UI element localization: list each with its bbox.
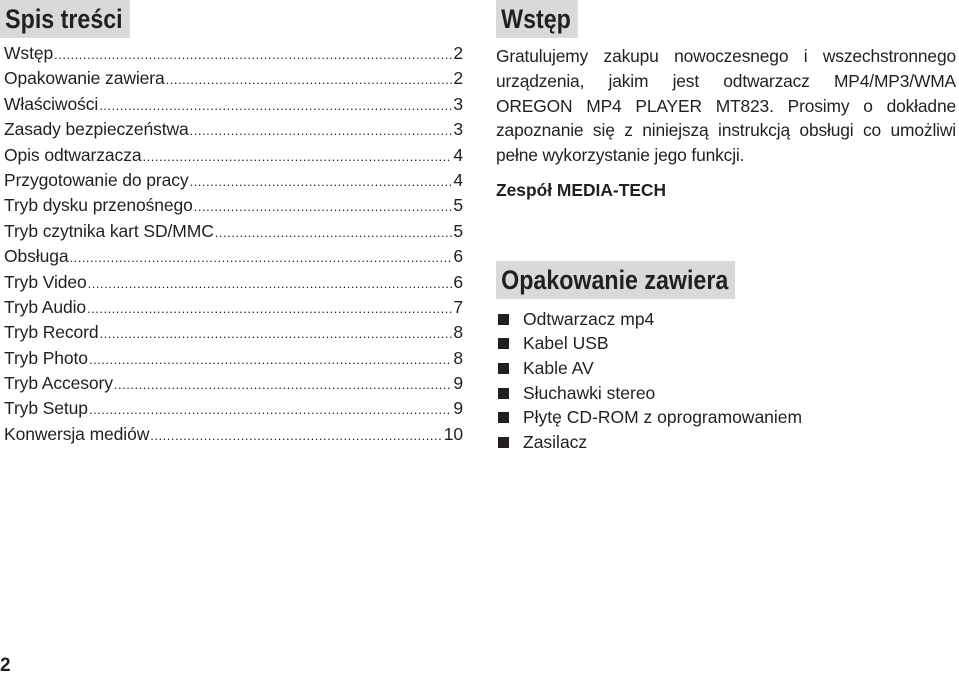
toc-entry-page: 3 — [453, 119, 463, 140]
toc-entry-page: 3 — [453, 93, 463, 114]
toc-leader-dots — [166, 72, 453, 87]
toc-leader-dots — [215, 225, 453, 240]
toc-leader-dots — [88, 276, 453, 291]
toc-entry[interactable] — [4, 424, 463, 449]
toc-entry[interactable] — [4, 348, 463, 373]
toc-entry[interactable] — [4, 119, 463, 144]
toc-entry-title: Tryb dysku przenośnego — [4, 195, 193, 216]
toc-entry[interactable] — [4, 272, 463, 297]
toc-leader-dots — [87, 301, 452, 316]
toc-entry-page: 9 — [453, 398, 463, 419]
toc-entry[interactable] — [4, 94, 463, 119]
package-contents-list — [498, 307, 802, 455]
toc-entry-page: 5 — [453, 220, 463, 241]
toc-entry-page: 8 — [453, 322, 463, 343]
square-bullet-icon — [498, 363, 509, 374]
toc-entry-title: Właściwości — [4, 93, 99, 114]
toc-leader-dots — [54, 47, 452, 62]
toc-leader-dots — [100, 326, 453, 341]
toc-leader-dots — [99, 98, 452, 113]
toc-entry[interactable] — [4, 373, 463, 398]
toc-entry-page: 9 — [453, 373, 463, 394]
toc-entry-title: Tryb Accesory — [4, 373, 113, 394]
list-item — [498, 356, 802, 381]
square-bullet-icon — [498, 412, 509, 423]
toc-entry[interactable] — [4, 43, 463, 68]
toc-entry-page: 2 — [453, 43, 463, 63]
toc-heading: Spis treści — [0, 0, 129, 38]
toc-entry-title: Tryb Record — [4, 322, 99, 343]
square-bullet-icon — [498, 388, 509, 399]
toc-entry-page: 4 — [453, 144, 463, 165]
square-bullet-icon — [498, 437, 509, 448]
list-item-label: Płytę CD-ROM z oprogramowaniem — [523, 407, 803, 428]
toc-entry[interactable] — [4, 195, 463, 220]
toc-entry-title: Wstęp — [4, 43, 54, 63]
toc-leader-dots — [114, 377, 452, 392]
list-item — [498, 332, 802, 357]
toc-entry[interactable] — [4, 170, 463, 195]
toc-entry-page: 5 — [453, 195, 463, 216]
toc-entry[interactable] — [4, 145, 463, 170]
toc-entry[interactable] — [4, 221, 463, 246]
square-bullet-icon — [498, 338, 509, 349]
toc-leader-dots — [69, 250, 452, 265]
toc-entry[interactable] — [4, 398, 463, 423]
list-item-label: Odtwarzacz mp4 — [523, 308, 655, 329]
list-item-label: Kabel USB — [523, 333, 609, 354]
intro-signature: Zespół MEDIA-TECH — [496, 180, 667, 200]
list-item — [498, 405, 802, 430]
intro-heading: Wstęp — [496, 0, 578, 38]
toc-entry-page: 6 — [453, 246, 463, 267]
toc-entry-page: 6 — [453, 271, 463, 292]
list-item — [498, 307, 802, 332]
toc-leader-dots — [190, 174, 453, 189]
toc-entry-page: 7 — [453, 296, 463, 317]
list-item — [498, 381, 802, 406]
toc-entry[interactable] — [4, 322, 463, 347]
toc-entry-title: Zasady bezpieczeństwa — [4, 119, 189, 140]
intro-paragraph: Gratulujemy zakupu nowoczesnego i wszechstronnego urządzenia, jakim jest odtwarzacz MP4/MP3/WMA OREGON MP4 PLAYER MT823. Prosimy o dokładne zapoznanie się z niniejszą instrukcją obsługi co umożliwi pełne wykorzystanie jego funkcji. — [496, 46, 956, 166]
toc-entry[interactable] — [4, 246, 463, 271]
list-item — [498, 430, 802, 455]
list-item-label: Słuchawki stereo — [523, 382, 656, 403]
toc-entry-title: Tryb Photo — [4, 347, 88, 368]
toc-entry-title: Opis odtwarzacza — [4, 144, 142, 165]
toc-entry[interactable] — [4, 68, 463, 93]
toc-entry-title: Opakowanie zawiera — [4, 68, 165, 89]
toc-entry-page: 4 — [453, 169, 463, 190]
table-of-contents — [4, 43, 463, 449]
toc-leader-dots — [89, 402, 452, 417]
toc-leader-dots — [194, 199, 453, 214]
toc-entry-title: Tryb Setup — [4, 398, 88, 419]
page-number: 2 — [0, 655, 11, 676]
toc-entry-page: 8 — [453, 347, 463, 368]
square-bullet-icon — [498, 314, 509, 325]
toc-entry-title: Tryb Video — [4, 271, 87, 292]
toc-leader-dots — [190, 123, 453, 138]
toc-leader-dots — [143, 149, 453, 164]
toc-entry-page: 10 — [443, 423, 463, 444]
toc-entry-title: Tryb czytnika kart SD/MMC — [4, 220, 214, 241]
toc-entry-page: 2 — [453, 68, 463, 89]
toc-entry[interactable] — [4, 297, 463, 322]
toc-entry-title: Konwersja mediów — [4, 423, 150, 444]
list-item-label: Zasilacz — [523, 431, 588, 452]
toc-entry-title: Tryb Audio — [4, 296, 87, 317]
list-item-label: Kable AV — [523, 357, 594, 378]
toc-leader-dots — [89, 352, 452, 367]
toc-entry-title: Obsługa — [4, 246, 69, 267]
toc-entry-title: Przygotowanie do pracy — [4, 169, 189, 190]
toc-leader-dots — [150, 428, 442, 443]
package-heading: Opakowanie zawiera — [496, 261, 735, 299]
